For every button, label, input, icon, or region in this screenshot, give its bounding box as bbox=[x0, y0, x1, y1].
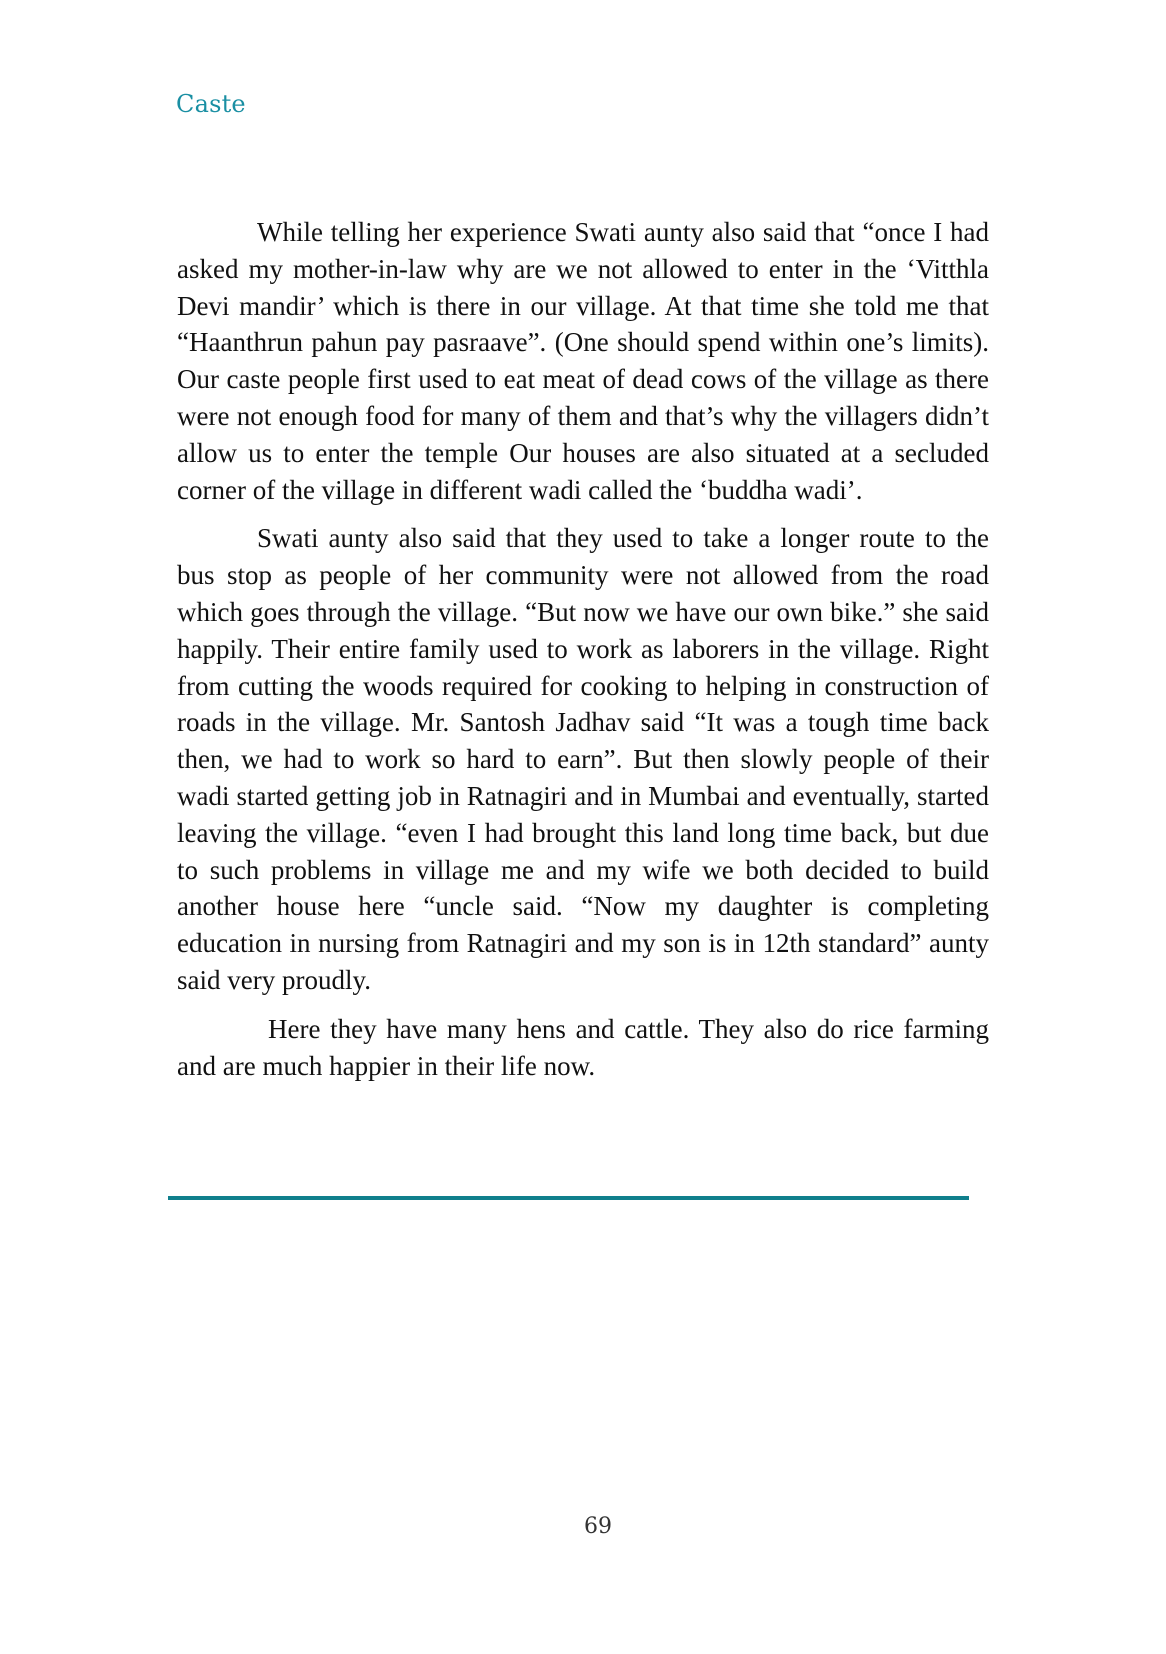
page-number: 69 bbox=[584, 1514, 612, 1539]
body-text bbox=[177, 214, 989, 1096]
paragraph: While telling her experience Swati aunty also said that “once I had asked my mother-in-law why are we not allowed to enter in the ‘Vitthla Devi mandir’ which is there in our village. At that time she told me that “Haanthrun pahun pay pasraave”. (One should spend within one’s limits). Our caste people first used to eat meat of dead cows of the village as there were not enough food for many of them and that’s why the villagers didn’t allow us to enter the temple Our houses are also situated at a secluded corner of the village in different wadi called the ‘buddha wadi’. bbox=[177, 217, 989, 505]
paragraph: Here they have many hens and cattle. They also do rice farming and are much happier in their life now. bbox=[177, 1013, 989, 1081]
paragraph: Swati aunty also said that they used to take a longer route to the bus stop as people of her community were not allowed from the road which goes through the village. “But now we have our own bike.” she said happily. Their entire family used to work as laborers in the village. Right from cutting the woods required for cooking to helping in construction of roads in the village. Mr. Santosh Jadhav said “It was a tough time back then, we had to work so hard to earn”. But then slowly people of their wadi started getting job in Ratnagiri and in Mumbai and eventually, started leaving the village. “even I had brought this land long time back, but due to such problems in village me and my wife we both decided to build another house here “uncle said. “Now my daughter is completing education in nursing from Ratnagiri and my son is in 12th standard” aunty said very proudly. bbox=[177, 523, 989, 995]
running-head-title: Caste bbox=[176, 90, 246, 118]
section-divider-rule bbox=[168, 1196, 969, 1200]
